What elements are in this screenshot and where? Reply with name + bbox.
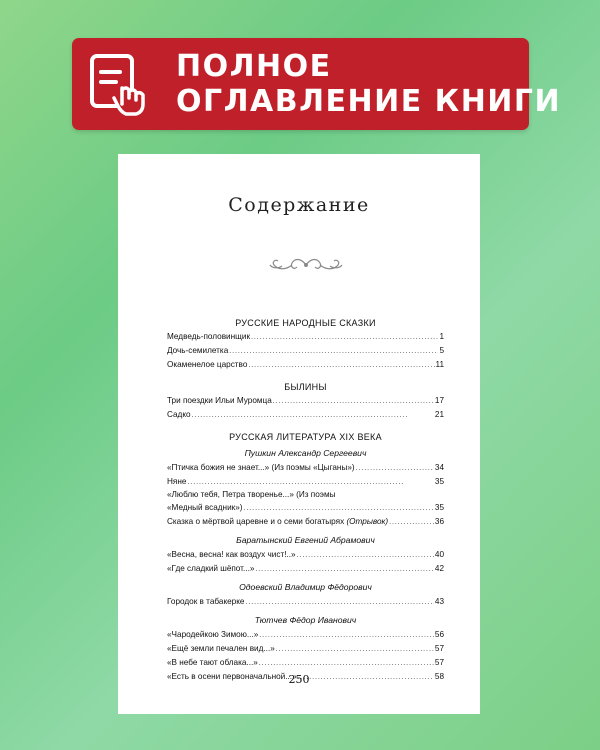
entry-title: «Медный всадник») bbox=[167, 503, 243, 512]
entry-title: Садко bbox=[167, 410, 191, 419]
toc-entry bbox=[167, 330, 444, 344]
entry-title: Городок в табакерке bbox=[167, 597, 245, 606]
entry-page: 1 bbox=[439, 332, 444, 341]
entry-title: Няне bbox=[167, 477, 187, 486]
author-name: Баратынский Евгений Абрамович bbox=[236, 535, 375, 545]
entry-title: «Ещё земли печален вид...» bbox=[167, 644, 275, 653]
entry-title: «Где сладкий шёпот...» bbox=[167, 564, 255, 573]
entry-page: 43 bbox=[434, 597, 444, 606]
toc-entry bbox=[167, 501, 444, 515]
banner-title bbox=[176, 49, 562, 119]
section-title: БЫЛИНЫ bbox=[284, 382, 327, 392]
entry-page: 40 bbox=[434, 550, 444, 559]
banner-title-line2: ОГЛАВЛЕНИЕ КНИГИ bbox=[176, 84, 562, 119]
entry-page: 11 bbox=[435, 360, 444, 369]
entry-title: Окаменелое царство bbox=[167, 360, 248, 369]
entry-title: «В небе тают облака...» bbox=[167, 658, 258, 667]
toc-entry bbox=[167, 562, 444, 576]
toc-entry bbox=[167, 642, 444, 656]
entry-page: 57 bbox=[434, 644, 444, 653]
book-page bbox=[118, 154, 480, 714]
entry-note: (Отрывок) bbox=[346, 517, 389, 526]
author-name: Тютчев Фёдор Иванович bbox=[254, 615, 357, 625]
entry-title: Сказка о мёртвой царевне и о семи богатырях bbox=[167, 517, 345, 526]
toc-entry bbox=[167, 408, 444, 422]
entry-page: 58 bbox=[434, 672, 444, 681]
toc-entry bbox=[167, 475, 444, 489]
entry-page: 34 bbox=[434, 463, 444, 472]
entry-page: 36 bbox=[434, 517, 444, 526]
document-touch-icon bbox=[88, 52, 154, 118]
page-number: 250 bbox=[288, 673, 310, 686]
toc-entry bbox=[167, 628, 444, 642]
entry-page: 35 bbox=[434, 503, 444, 512]
promo-banner bbox=[72, 38, 562, 130]
toc-entry bbox=[167, 548, 444, 562]
author-name: Пушкин Александр Сергеевич bbox=[244, 448, 367, 458]
author-name: Одоевский Владимир Фёдорович bbox=[239, 582, 372, 592]
entry-page: 17 bbox=[434, 396, 444, 405]
toc-entry bbox=[167, 358, 444, 372]
toc-entry bbox=[167, 344, 444, 358]
toc-entry bbox=[167, 515, 444, 529]
section-title: РУССКИЕ НАРОДНЫЕ СКАЗКИ bbox=[235, 318, 376, 328]
entry-page: 5 bbox=[439, 346, 444, 355]
ornament-flourish bbox=[268, 255, 344, 275]
entry-title: «Чародейкою Зимою...» bbox=[167, 630, 259, 639]
banner-title-line1: ПОЛНОЕ bbox=[176, 49, 332, 84]
entry-page: 42 bbox=[434, 564, 444, 573]
entry-page: 21 bbox=[434, 410, 444, 419]
toc-entry-continued bbox=[167, 489, 444, 501]
entry-page: 35 bbox=[434, 477, 444, 486]
entry-title: «Люблю тебя, Петра творенье...» (Из поэмы bbox=[167, 490, 336, 499]
table-of-contents bbox=[167, 318, 444, 684]
section-title: РУССКАЯ ЛИТЕРАТУРА XIX ВЕКА bbox=[229, 432, 382, 442]
entry-page: 57 bbox=[434, 658, 444, 667]
entry-title: Дочь-семилетка bbox=[167, 346, 229, 355]
entry-title: Три поездки Ильи Муромца bbox=[167, 396, 272, 405]
entry-title: «Есть в осени первоначальной...» bbox=[167, 672, 297, 681]
entry-title: «Весна, весна! как воздух чист!..» bbox=[167, 550, 296, 559]
page-heading: Содержание bbox=[228, 194, 370, 216]
toc-entry bbox=[167, 461, 444, 475]
toc-entry bbox=[167, 595, 444, 609]
entry-title: Медведь-половинщик bbox=[167, 332, 251, 341]
entry-page: 56 bbox=[434, 630, 444, 639]
toc-entry bbox=[167, 394, 444, 408]
toc-entry bbox=[167, 656, 444, 670]
entry-title: «Птичка божия не знает...» (Из поэмы «Цыганы») bbox=[167, 463, 355, 472]
